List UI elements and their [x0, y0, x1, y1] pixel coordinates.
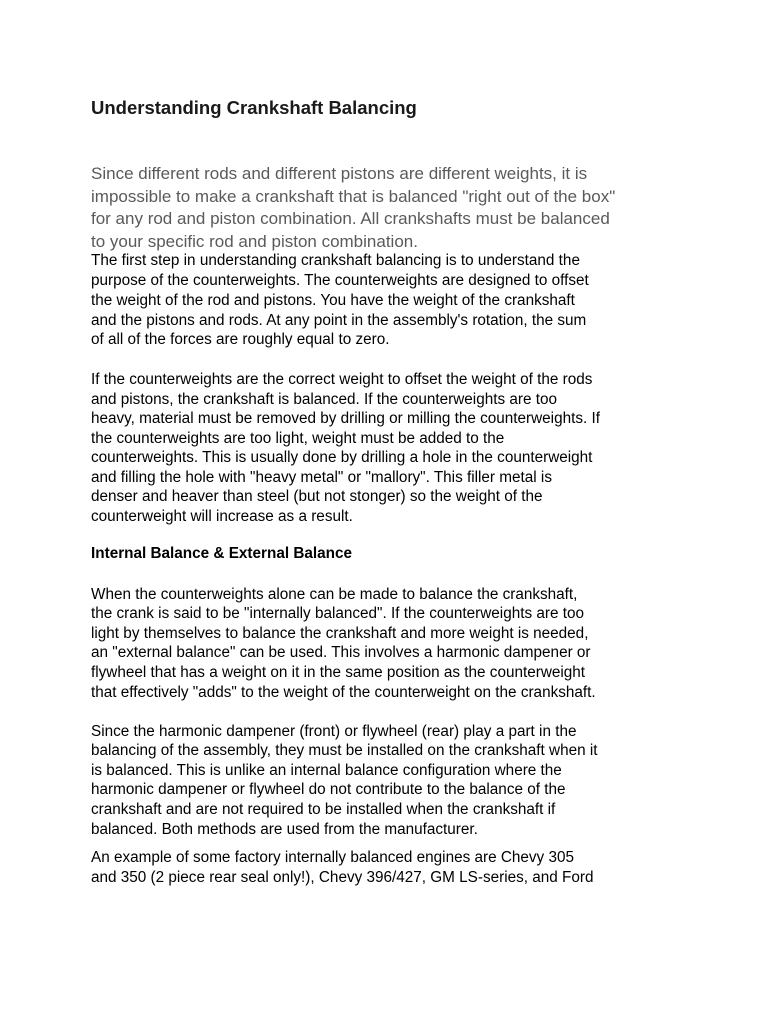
paragraph-line: and the pistons and rods. At any point in the assembly's rotation, the sum: [91, 312, 587, 329]
paragraph-line: is balanced. This is unlike an internal balance configuration where the: [91, 762, 562, 779]
paragraph-line: balancing of the assembly, they must be installed on the crankshaft when it: [91, 742, 598, 759]
paragraph-line: of all of the forces are roughly equal to zero.: [91, 331, 390, 348]
paragraph-line: an "external balance" can be used. This involves a harmonic dampener or: [91, 644, 591, 661]
intro-line: to your specific rod and piston combination.: [91, 232, 418, 251]
paragraph-line: and pistons, the crankshaft is balanced. If the counterweights are too: [91, 391, 557, 408]
paragraph-line: and 350 (2 piece rear seal only!), Chevy 396/427, GM LS-series, and Ford: [91, 869, 594, 886]
paragraph-line: If the counterweights are the correct weight to offset the weight of the rods: [91, 371, 593, 388]
paragraph-line: balanced. Both methods are used from the manufacturer.: [91, 821, 478, 838]
document-title: Understanding Crankshaft Balancing: [91, 97, 417, 118]
section-heading: Internal Balance & External Balance: [91, 545, 353, 562]
intro-line: Since different rods and different pistons are different weights, it is: [91, 164, 588, 183]
paragraph-line: denser and heaver than steel (but not stonger) so the weight of the: [91, 488, 543, 505]
paragraph-line: that effectively "adds" to the weight of the counterweight on the crankshaft.: [91, 684, 596, 701]
paragraph-line: An example of some factory internally balanced engines are Chevy 305: [91, 849, 574, 866]
paragraph-line: counterweight will increase as a result.: [91, 508, 353, 525]
paragraph-line: purpose of the counterweights. The counterweights are designed to offset: [91, 272, 589, 289]
paragraph-line: light by themselves to balance the crankshaft and more weight is needed,: [91, 625, 589, 642]
intro-line: for any rod and piston combination. All crankshafts must be balanced: [91, 209, 610, 228]
paragraph-line: harmonic dampener or flywheel do not contribute to the balance of the: [91, 781, 566, 798]
paragraph-line: the crank is said to be "internally balanced". If the counterweights are too: [91, 605, 584, 622]
paragraph-line: flywheel that has a weight on it in the same position as the counterweight: [91, 664, 586, 681]
paragraph-line: crankshaft and are not required to be installed when the crankshaft if: [91, 801, 556, 818]
paragraph-line: The first step in understanding crankshaft balancing is to understand the: [91, 252, 580, 269]
paragraph-line: the counterweights are too light, weight must be added to the: [91, 430, 505, 447]
paragraph-line: When the counterweights alone can be made to balance the crankshaft,: [91, 586, 578, 603]
paragraph-line: counterweights. This is usually done by drilling a hole in the counterweight: [91, 449, 593, 466]
paragraph-line: and filling the hole with "heavy metal" or "mallory". This filler metal is: [91, 469, 552, 486]
paragraph-line: heavy, material must be removed by drilling or milling the counterweights. If: [91, 410, 600, 427]
paragraph-line: the weight of the rod and pistons. You have the weight of the crankshaft: [91, 292, 575, 309]
paragraph-line: Since the harmonic dampener (front) or flywheel (rear) play a part in the: [91, 723, 577, 740]
intro-line: impossible to make a crankshaft that is balanced "right out of the box": [91, 187, 616, 206]
